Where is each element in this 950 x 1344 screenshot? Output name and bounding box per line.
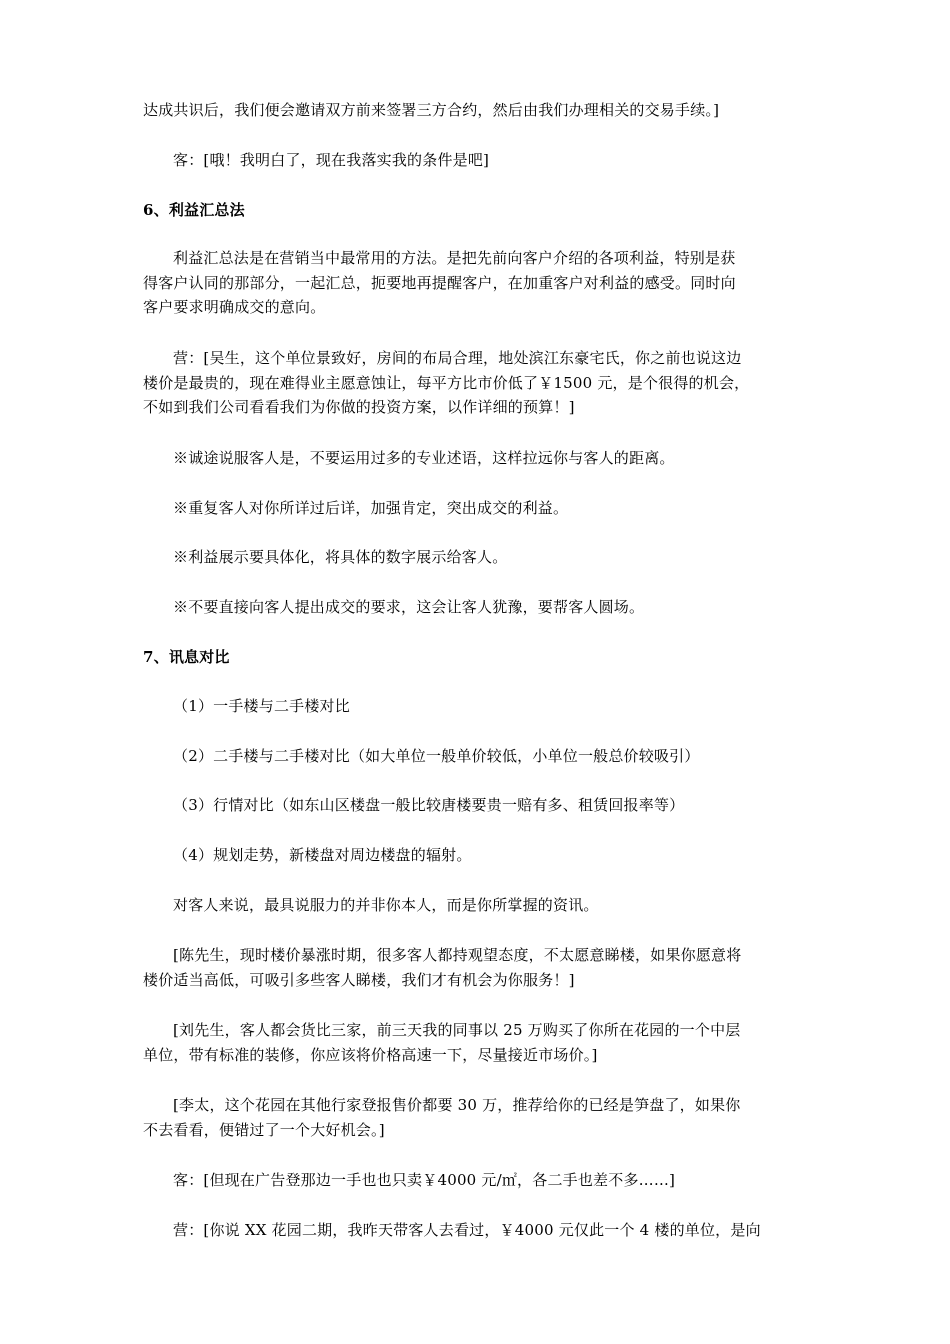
list-item: （3）行情对比（如东山区楼盘一般比较唐楼要贵一赔有多、租赁回报率等）: [173, 796, 685, 814]
section-heading-7: 7、讯息对比: [143, 648, 230, 666]
paragraph-line: 对客人来说，最具说服力的并非你本人，而是你所掌握的资讯。: [173, 896, 599, 914]
dialogue-line: 客：[但现在广告登那边一手也也只卖￥4000 元/㎡，各二手也差不多……]: [173, 1171, 676, 1189]
dialogue-line: [陈先生，现时楼价暴涨时期，很多客人都持观望态度，不太愿意睇楼，如果你愿意将: [173, 946, 742, 964]
note-line: ※重复客人对你所详过后详，加强肯定，突出成交的利益。: [173, 499, 569, 517]
note-line: ※利益展示要具体化，将具体的数字展示给客人。: [173, 548, 508, 566]
list-item: （1）一手楼与二手楼对比: [173, 697, 350, 715]
note-line: ※不要直接向客人提出成交的要求，这会让客人犹豫，要帮客人圆场。: [173, 598, 645, 616]
dialogue-line: [刘先生，客人都会货比三家，前三天我的同事以 25 万购买了你所在花园的一个中层: [173, 1021, 741, 1039]
paragraph-line: 得客户认同的那部分，一起汇总，扼要地再提醒客户，在加重客户对利益的感受。同时向: [143, 274, 736, 292]
dialogue-line: 不去看看，便错过了一个大好机会。]: [143, 1121, 385, 1139]
dialogue-line: 单位，带有标准的装修，你应该将价格高速一下，尽量接近市场价。]: [143, 1046, 598, 1064]
list-item: （4）规划走势，新楼盘对周边楼盘的辐射。: [173, 846, 472, 864]
dialogue-line: 营：[吴生，这个单位景致好，房间的布局合理，地处滨江东豪宅氏，你之前也说这边: [173, 349, 742, 367]
paragraph-line: 达成共识后，我们便会邀请双方前来签署三方合约，然后由我们办理相关的交易手续。]: [143, 101, 720, 119]
dialogue-line: 不如到我们公司看看我们为你做的投资方案，以作详细的预算！]: [143, 398, 575, 416]
note-line: ※诚途说服客人是，不要运用过多的专业述语，这样拉远你与客人的距离。: [173, 449, 675, 467]
section-heading-6: 6、利益汇总法: [143, 201, 245, 219]
paragraph-line: 客户要求明确成交的意向。: [143, 298, 326, 316]
dialogue-line: 客：[哦！我明白了，现在我落实我的条件是吧]: [173, 151, 490, 169]
paragraph-line: 利益汇总法是在营销当中最常用的方法。是把先前向客户介绍的各项利益，特别是获: [173, 249, 736, 267]
dialogue-line: 楼价是最贵的，现在难得业主愿意蚀让，每平方比市价低了￥1500 元，是个很得的机会，: [143, 374, 750, 392]
dialogue-line: 楼价适当高低，可吸引多些客人睇楼，我们才有机会为你服务！]: [143, 971, 575, 989]
dialogue-line: [李太，这个花园在其他行家登报售价都要 30 万，推荐给你的已经是笋盘了，如果你: [173, 1096, 741, 1114]
list-item: （2）二手楼与二手楼对比（如大单位一般单价较低，小单位一般总价较吸引）: [173, 747, 700, 765]
dialogue-line: 营：[你说 XX 花园二期，我昨天带客人去看过，￥4000 元仅此一个 4 楼的单位，是向: [173, 1221, 761, 1239]
